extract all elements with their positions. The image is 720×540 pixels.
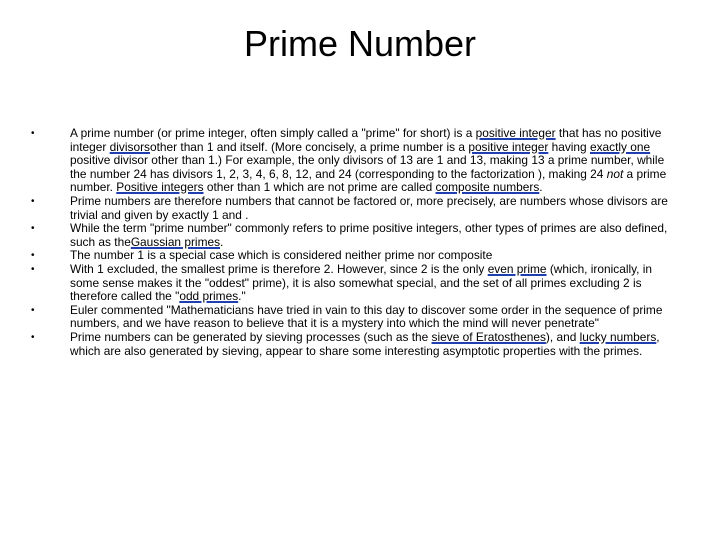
list-item-text: Euler commented "Mathematicians have tried in vain to this day to discover some order in the sequence of prime numbers, and we have reason to believe that it is a mystery into which the mind will never penetrate" — [70, 302, 663, 331]
bullet-icon: • — [31, 331, 35, 343]
link-gaussian-primes[interactable]: Gaussian primes — [130, 234, 221, 249]
list-item — [30, 127, 682, 195]
link-positive-integer[interactable]: positive integer — [475, 126, 556, 140]
list-item-text: A prime number (or prime integer, often simply called a "prime" for short) is a positive integer that has no positive integer divisorsother than 1 and itself. (More concisely, a prime number is a positive integer having exactly one positive divisor other than 1.) For example, the only divisors of 13 are 1 and 13, making 13 a prime number, while the number 24 has divisors 1, 2, 3, 4, 6, 8, 12, and 24 (corresponding to the factorization ), making 24 not a prime number. Positive integers other than 1 which are not prime are called composite numbers. — [70, 126, 667, 195]
list-item — [30, 195, 682, 222]
link-divisors[interactable]: divisors — [109, 139, 150, 154]
list-item — [30, 222, 682, 249]
bullet-icon: • — [31, 250, 35, 262]
link-lucky-numbers[interactable]: lucky numbers — [579, 329, 657, 344]
link-sieve-of-eratosthenes[interactable]: sieve of Eratosthenes — [431, 329, 546, 344]
list-item-text: The number 1 is a special case which is considered neither prime nor composite — [70, 248, 493, 263]
link-odd-primes[interactable]: odd primes — [179, 289, 239, 304]
link-exactly-one[interactable]: exactly one — [589, 139, 651, 154]
list-item — [30, 304, 682, 331]
link-even-prime[interactable]: even prime — [487, 261, 547, 276]
list-item-text: Prime numbers can be generated by sieving processes (such as the sieve of Eratosthenes), and lucky numbers, which are also generated by sieving, appear to share some interesting asymptotic properties with the primes. — [70, 329, 660, 358]
list-item — [30, 249, 682, 263]
link-positive-integers[interactable]: Positive integers — [116, 180, 204, 195]
list-item — [30, 263, 682, 304]
list-item-text: While the term "prime number" commonly refers to prime positive integers, other types of primes are also defined, such as theGaussian primes. — [70, 221, 668, 249]
list-item — [30, 331, 682, 358]
link-positive-integer-2[interactable]: positive integer — [468, 139, 549, 154]
list-item-text: With 1 excluded, the smallest prime is therefore 2. However, since 2 is the only even prime (which, ironically, in some sense makes it the "oddest" prime), it is also somewhat special, and the set of all primes excluding 2 is therefore called the "odd primes." — [70, 261, 653, 304]
bullet-list — [30, 127, 682, 358]
bullet-icon: • — [31, 195, 35, 207]
bullet-icon: • — [31, 128, 35, 139]
bullet-icon: • — [31, 304, 35, 316]
bullet-icon: • — [31, 263, 35, 275]
slide-title: Prime Number — [243, 23, 477, 64]
bullet-icon: • — [31, 223, 35, 235]
link-composite-numbers[interactable]: composite numbers — [435, 180, 540, 195]
list-item-text: Prime numbers are therefore numbers that cannot be factored or, more precisely, are numbers whose divisors are trivial and given by exactly 1 and . — [70, 193, 668, 222]
